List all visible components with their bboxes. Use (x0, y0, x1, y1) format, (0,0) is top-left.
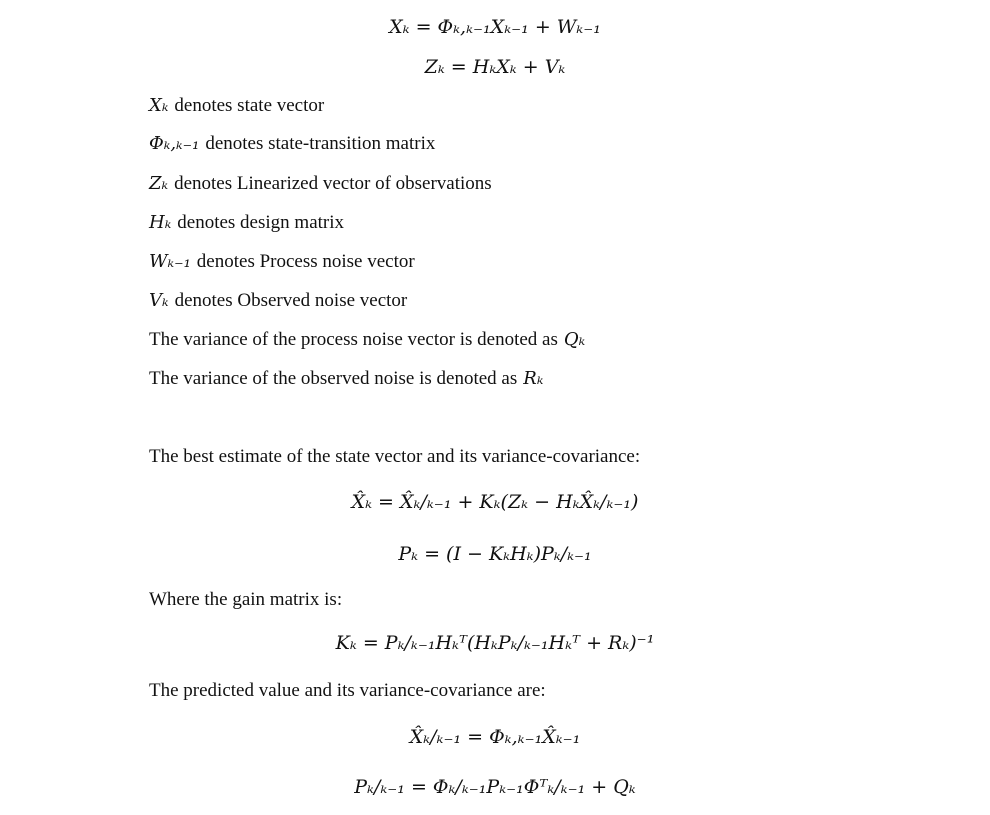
gain-equation: Kₖ = Pₖ/ₖ₋₁Hₖᵀ(HₖPₖ/ₖ₋₁Hₖᵀ + Rₖ)⁻¹ (335, 632, 655, 654)
definition-symbol: Hₖ (149, 212, 172, 233)
definition-symbol: Zₖ (149, 173, 169, 194)
variance-process-noise (149, 327, 585, 353)
definition-text: denotes design matrix (177, 212, 345, 233)
definition-text: denotes state-transition matrix (205, 133, 436, 154)
definition-symbol: Vₖ (149, 290, 169, 311)
predicted-state-equation: X̂ₖ/ₖ₋₁ = Φₖ,ₖ₋₁X̂ₖ₋₁ (409, 726, 581, 748)
definition-symbol: Wₖ₋₁ (149, 251, 191, 272)
definition-design-matrix (149, 210, 344, 236)
observation-equation: Zₖ = HₖXₖ + Vₖ (424, 56, 566, 78)
best-estimate-intro: The best estimate of the state vector and its variance-covariance: (149, 446, 641, 467)
definition-state-vector (149, 93, 324, 119)
variance-symbol: Qₖ (563, 329, 586, 350)
predicted-covariance-equation: Pₖ/ₖ₋₁ = Φₖ/ₖ₋₁Pₖ₋₁Φᵀₖ/ₖ₋₁ + Qₖ (354, 776, 636, 798)
definition-observed-noise (149, 288, 407, 314)
definition-text: denotes Linearized vector of observations (174, 173, 492, 194)
definition-process-noise (149, 249, 415, 275)
definition-symbol: Xₖ (149, 95, 169, 116)
estimate-state-equation: X̂ₖ = X̂ₖ/ₖ₋₁ + Kₖ(Zₖ − HₖX̂ₖ/ₖ₋₁) (351, 491, 639, 513)
variance-symbol: Rₖ (523, 368, 544, 389)
definition-text: denotes Observed noise vector (174, 290, 408, 311)
variance-text: The variance of the process noise vector is denoted as (149, 329, 558, 350)
variance-text: The variance of the observed noise is denoted as (149, 368, 518, 389)
state-equation: Xₖ = Φₖ,ₖ₋₁Xₖ₋₁ + Wₖ₋₁ (389, 16, 601, 38)
predicted-intro: The predicted value and its variance-covariance are: (149, 680, 546, 701)
definition-text: denotes state vector (174, 95, 325, 116)
variance-observed-noise (149, 366, 543, 392)
definition-symbol: Φₖ,ₖ₋₁ (149, 133, 200, 154)
definition-observation-vector (149, 171, 492, 197)
estimate-covariance-equation: Pₖ = (I − KₖHₖ)Pₖ/ₖ₋₁ (398, 543, 592, 565)
definition-transition-matrix (149, 131, 435, 157)
definition-text: denotes Process noise vector (196, 251, 415, 272)
gain-intro: Where the gain matrix is: (149, 589, 343, 610)
